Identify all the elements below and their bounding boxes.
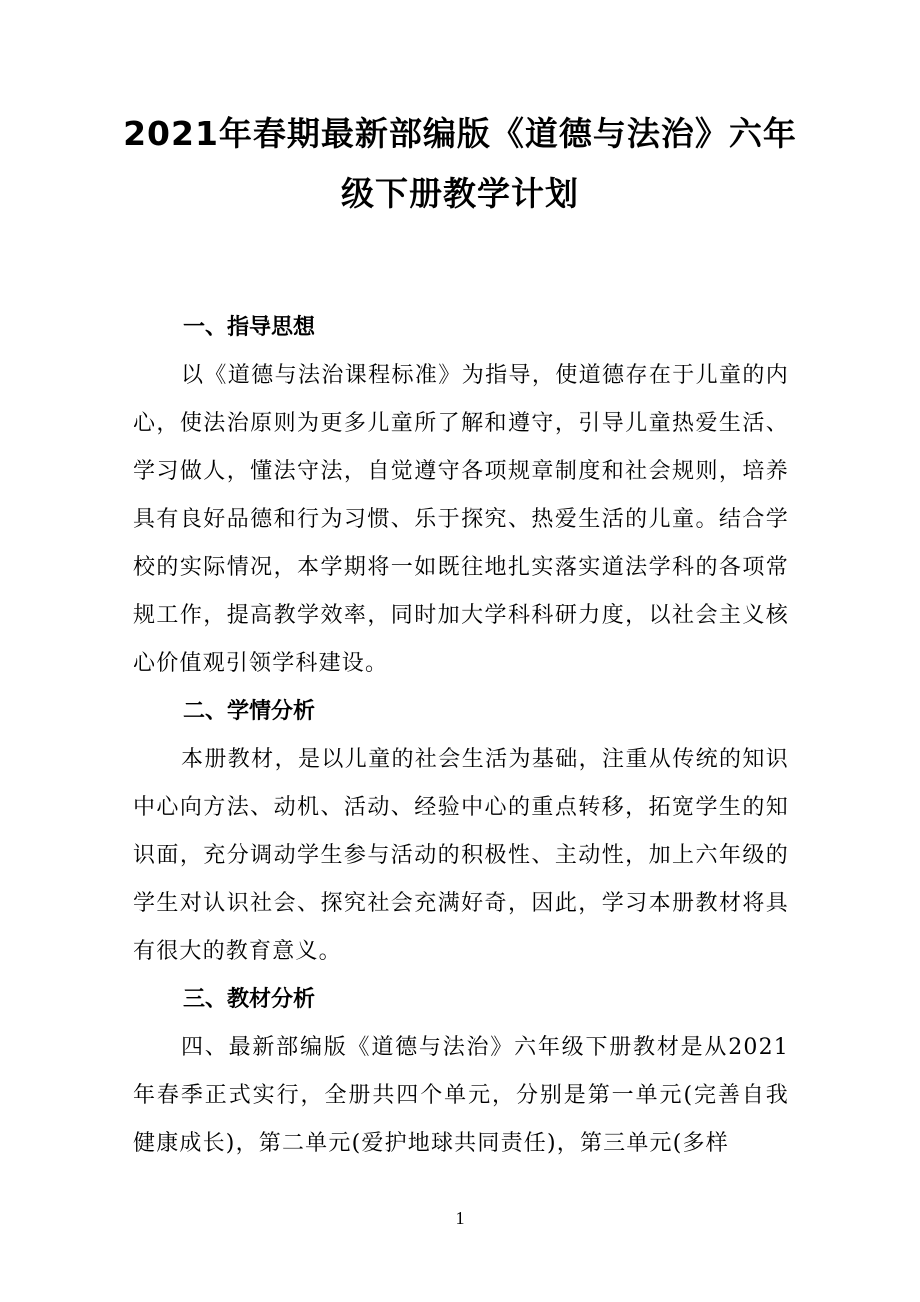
section-heading: 一、指导思想 [183,315,316,340]
document-body [133,304,789,1168]
section-paragraph: 四、最新部编版《道德与法治》六年级下册教材是从2021年春季正式实行，全册共四个单元，分别是第一单元(完善自我健康成长)，第二单元(爱护地球共同责任)，第三单元(多样 [133,1035,789,1156]
section-paragraph: 本册教材，是以儿童的社会生活为基础，注重从传统的知识中心向方法、动机、活动、经验中心的重点转移，拓宽学生的知识面，充分调动学生参与活动的积极性、主动性，加上六年级的学生对认识社会、探究社会充满好奇，因此，学习本册教材将具有很大的教育意义。 [133,747,789,964]
document-title: 2021年春期最新部编版《道德与法治》六年级下册教学计划 [123,114,797,213]
section-paragraph: 以《道德与法治课程标准》为指导，使道德存在于儿童的内心，使法治原则为更多儿童所了解和遵守，引导儿童热爱生活、学习做人，懂法守法，自觉遵守各项规章制度和社会规则，培养具有良好品德和行为习惯、乐于探究、热爱生活的儿童。结合学校的实际情况，本学期将一如既往地扎实落实道法学科的各项常规工作，提高教学效率，同时加大学科科研力度，以社会主义核心价值观引领学科建设。 [133,363,789,676]
section-student-analysis [133,688,789,976]
section-guiding-thought [133,304,789,688]
page-number: 1 [455,1208,465,1228]
section-textbook-analysis [133,976,789,1168]
section-heading: 二、学情分析 [183,699,316,724]
section-heading: 三、教材分析 [183,987,316,1012]
